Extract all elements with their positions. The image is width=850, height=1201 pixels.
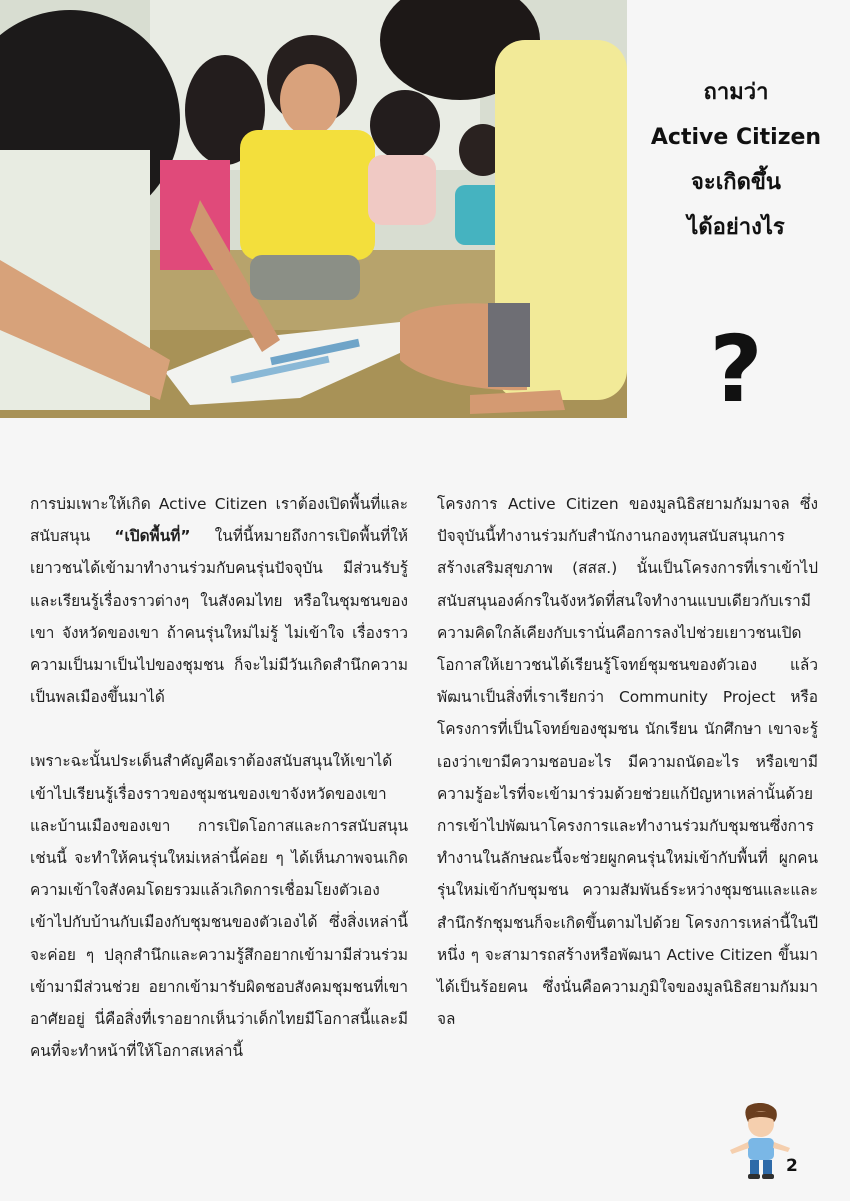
left-paragraph-1-start: การบ่มเพาะให้เกิด Active Citizen เราต้องเปิดพื้นที่และสนับสนุน: [30, 495, 408, 546]
left-paragraph-2: เพราะฉะนั้นประเด็นสำคัญคือเราต้องสนับสนุนให้เขาได้เข้าไปเรียนรู้เรื่องราวของชุมชนของเขาจังหวัดของเขา และบ้านเมืองของเขา การเปิดโอกาสและการสนับสนุนเช่นนี้ จะทำให้คนรุ่นใหม่เหล่านี้ค่อย ๆ ได้เห็นภาพจนเกิดความเข้าใจสังคมโดยรวมแล้วเกิดการเชื่อมโยงตัวเองเข้าไปกับบ้านกับเมืองกับชุมชนของตัวเองได้ ซึ่งสิ่งเหล่านี้จะค่อย ๆ ปลุกสำนึกและความรู้สึกอยากเข้ามามีส่วนร่วม เข้ามามีส่วนช่วย อยากเข้ามารับผิดชอบสังคมชุมชนที่เขาอาศัยอยู่ นี่คือสิ่งที่เราอยากเห็นว่าเด็กไทยมีโอกาสนี้และมีคนที่จะทำหน้าที่ให้โอกาสเหล่านี้: [30, 752, 408, 1061]
header-photo: [0, 0, 627, 418]
open-space-term: “เปิดพื้นที่”: [114, 527, 191, 546]
side-heading: [640, 70, 832, 250]
left-paragraph-1-rest: ในที่นี้หมายถึงการเปิดพื้นที่ให้เยาวชนได้เข้ามาทำงานร่วมกับคนรุ่นปัจจุบัน มีส่วนรับรู้และเรียนรู้เรื่องราวต่างๆ ในสังคมไทย หรือในชุมชนของเขา จังหวัดของเขา ถ้าคนรุ่นใหม่ไม่รู้ ไม่เข้าใจ เรื่องราวความเป็นมาเป็นไปของชุมชน ก็จะไม่มีวันเกิดสำนึกความเป็นพลเมืองขึ้นมาได้: [30, 527, 409, 707]
side-heading-line-2: Active Citizen: [650, 125, 822, 150]
page-number: 2: [786, 1156, 798, 1176]
side-heading-line-3: จะเกิดขึ้น: [691, 170, 781, 195]
children-photo-illustration: [0, 0, 627, 418]
left-column: [30, 488, 408, 1067]
right-paragraph-1: โครงการ Active Citizen ของมูลนิธิสยามกัมมาจล ซึ่งปัจจุบันนี้ทำงานร่วมกับสำนักงานกองทุนสนับสนุนการสร้างเสริมสุขภาพ (สสส.) นั้นเป็นโครงการที่เราเข้าไปสนับสนุนองค์กรในจังหวัดที่สนใจทำงานแบบเดียวกับเรามีความคิดใกล้เคียงกับเรานั่นคือการลงไปช่วยเยาวชนเปิดโอกาสให้เยาวชนได้เรียนรู้โจทย์ชุมชนของตัวเอง แล้วพัฒนาเป็นสิ่งที่เราเรียกว่า Community Project หรือโครงการที่เป็นโจทย์ของชุมชน นักเรียน นักศึกษา เขาจะรู้เองว่าเขามีความชอบอะไร มีความถนัดอะไร หรือเขามีความรู้อะไรที่จะเข้ามาร่วมด้วยช่วยแก้ปัญหาเหล่านั้นด้วยการเข้าไปพัฒนาโครงการและทำงานร่วมกับชุมชนซึ่งการทำงานในลักษณะนี้จะช่วยผูกคนรุ่นใหม่เข้ากับพื้นที่ ผูกคนรุ่นใหม่เข้ากับชุมชน ความสัมพันธ์ระหว่างชุมชนและและสำนึกรักชุมชนก็จะเกิดขึ้นตามไปด้วย โครงการเหล่านี้ในปีหนึ่ง ๆ จะสามารถสร้างหรือพัฒนา Active Citizen ขึ้นมาได้เป็นร้อยคน ซึ่งนั่นคือความภูมิใจของมูลนิธิสยามกัมมาจล: [437, 495, 818, 1029]
right-column: [437, 488, 818, 1035]
question-mark: ?: [709, 316, 763, 423]
side-heading-line-1: ถามว่า: [703, 80, 769, 105]
left-paragraph-1: [30, 488, 408, 713]
side-heading-line-4: ได้อย่างไร: [687, 215, 785, 240]
